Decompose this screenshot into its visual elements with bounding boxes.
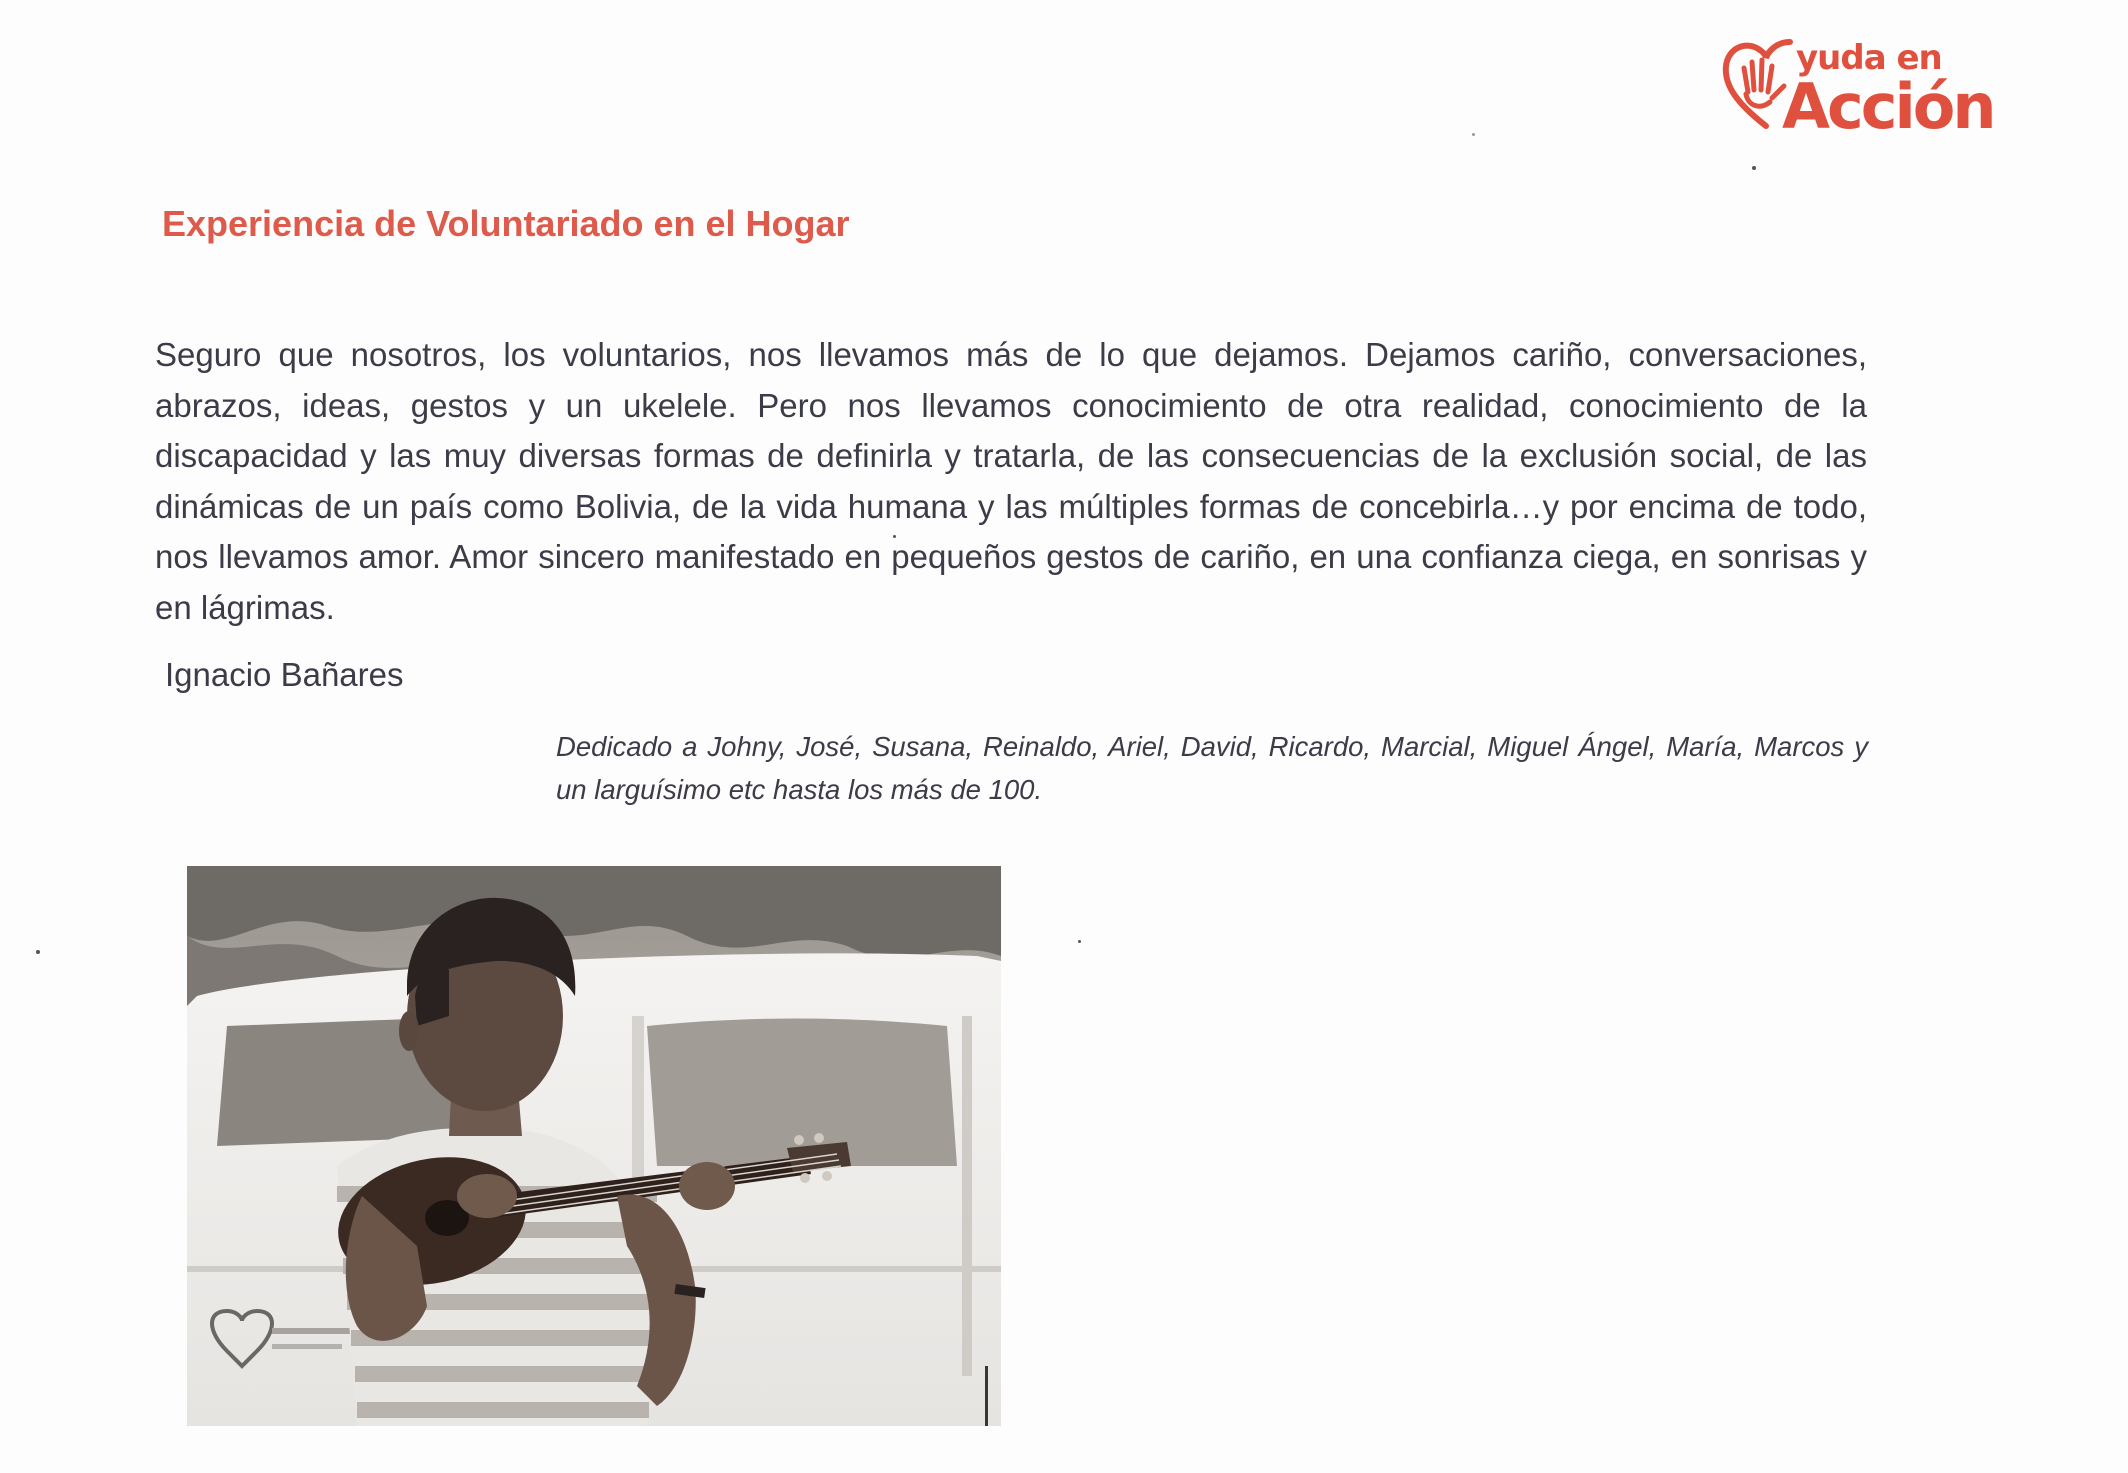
photo-illustration	[187, 866, 1001, 1426]
author-name: Ignacio Bañares	[165, 656, 404, 693]
logo-text-line1: yuda en	[1796, 38, 1942, 78]
scan-speck	[1752, 166, 1756, 170]
scan-speck	[1078, 940, 1081, 943]
ayuda-en-accion-logo	[1718, 30, 2014, 143]
scan-speck	[36, 950, 40, 954]
document-title: Experiencia de Voluntariado en el Hogar	[162, 203, 850, 244]
scan-speck	[893, 535, 896, 538]
logo-text-line2: Acción	[1782, 70, 1994, 143]
body-paragraph: Seguro que nosotros, los voluntarios, nos llevamos más de lo que dejamos. Dejamos cariño, conversaciones, abrazos, ideas, gestos y un ukelele. Pero nos llevamos conocimiento de otra realidad, conocimiento de la discapacidad y las muy diversas formas de definirla y tratarla, de las consecuencias de la exclusión social, de las dinámicas de un país como Bolivia, de la vida humana y las múltiples formas de concebirla…y por encima de todo, nos llevamos amor. Amor sincero manifestado en pequeños gestos de cariño, en una confianza ciega, en sonrisas y en lágrimas.	[155, 336, 1867, 626]
dedication-text: Dedicado a Johny, José, Susana, Reinaldo, Ariel, David, Ricardo, Marcial, Miguel Ángel, María, Marcos y un larguísimo etc hasta los más de 100.	[556, 731, 1868, 805]
scan-speck	[1472, 133, 1475, 136]
boy-playing-ukulele-photo	[187, 866, 1001, 1426]
